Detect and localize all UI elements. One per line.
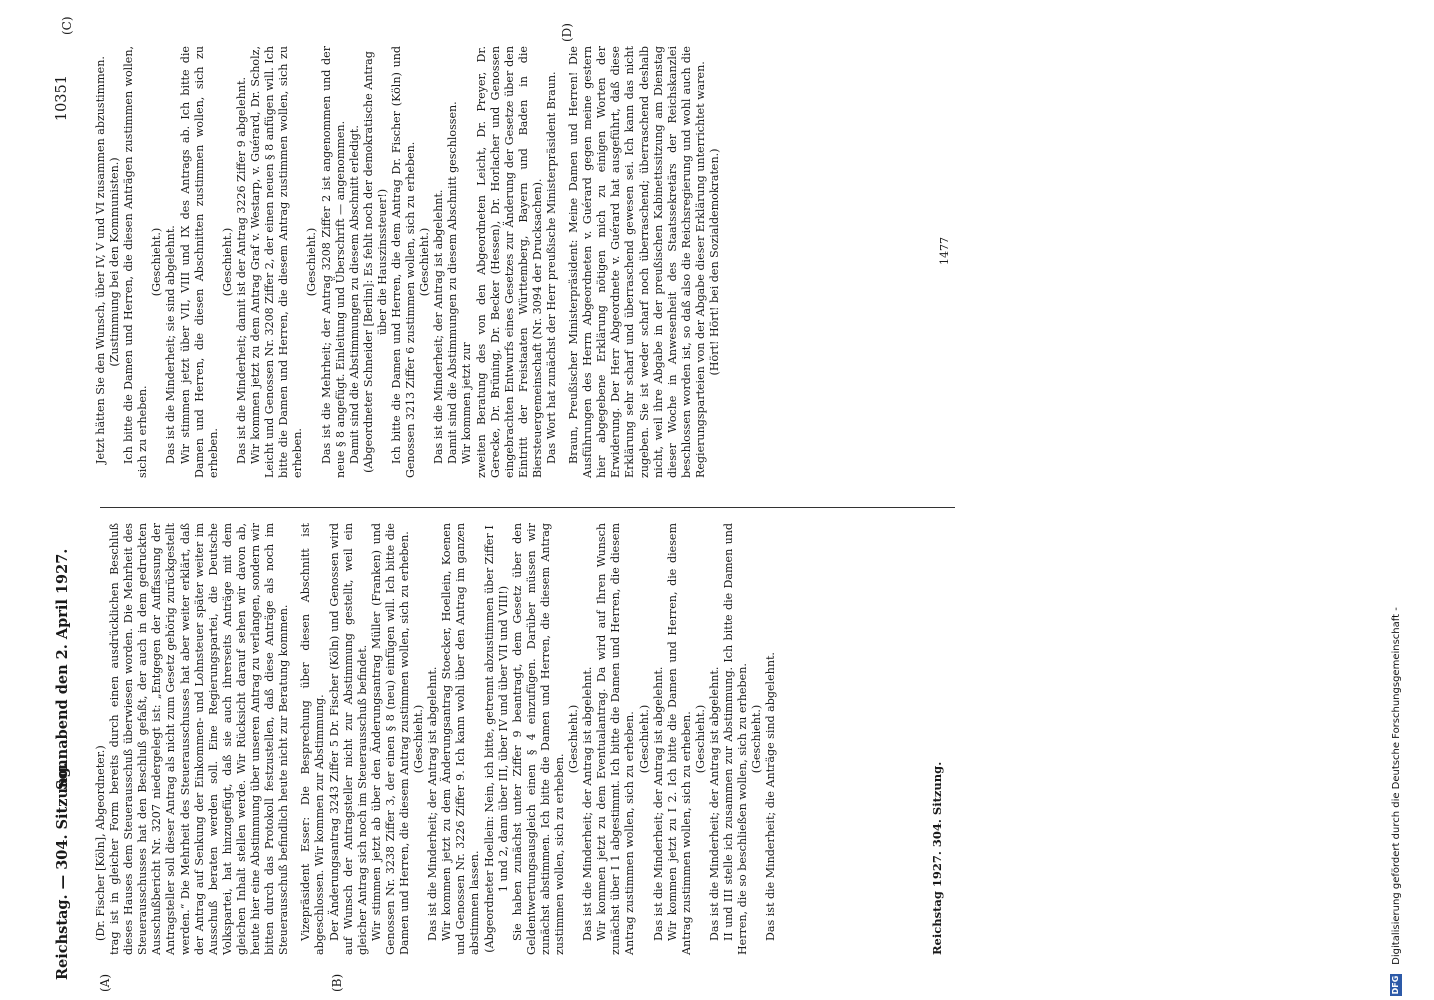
stage-direction: (Hört! Hört! bei den Sozialdemokraten.) (708, 148, 722, 376)
footer-page-number: 1477 (938, 237, 951, 265)
paragraph: (Dr. Fischer [Köln], Abgeordneter.) (94, 745, 107, 941)
stage-direction: (Geschieht.) (637, 704, 651, 774)
paragraph: Ich bitte die Damen und Herren, die dem Antrag Dr. Fischer (Köln) und Genossen 3213 Ziffer 6 zustimmen wollen, sich zu erheben. (389, 46, 418, 478)
paragraph: Damit sind die Abstimmungen zu diesem Abschnitt erledigt. (347, 125, 361, 464)
paragraph: Sie haben zunächst unter Ziffer 9 beantragt, dem Gesetz über den Geldentwertungsausgleich einen § 4 einzufügen. Darüber müssen wir zunächst abstimmen. Ich bitte die Damen und Herren, die diesem Antrag zustimmen wollen, sich zu erheben. (510, 523, 566, 955)
paragraph: trag ist in gleicher Form bereits durch einen ausdrücklichen Beschluß dieses Hauses dem Steuerausschuß überwiesen worden. Die Mehrheit des Steuerausschusses hat den Beschluß gefaßt, der auch in dem gedruckten Ausschußbericht Nr. 3207 niedergelegt ist: „Entgegen der Auffassung der Antragsteller soll dieser Antrag als nicht zum Gesetz gehörig zurückgestellt werden.“ Die Mehrheit des Steuerausschusses hat aber weiter erklärt, daß der Antrag auf Senkung der Einkommen- und Lohnsteuer später weiter im Ausschuß beraten werden soll. Eine Regierungspartei, die Deutsche Volkspartei, hat hinzugefügt, daß sie auch ihrerseits Anträge mit dem gleichen Inhalt stellen werde. Wir Rücksicht darauf sehen wir davon ab, heute hier eine Abstimmung über unseren Antrag zu verlangen, sondern wir bitten durch das Protokoll festzustellen, daß diese Anträge als noch im Steuerausschuß befindlich heute nicht zur Beratung kommen. (108, 523, 291, 955)
margin-mark-d: (D) (560, 23, 574, 42)
paragraph-gap (559, 46, 567, 478)
stage-direction: (Abgeordneter Hoellein: Nein, ich bitte, getrennt abzustimmen über Ziffer I 1 und 2, dann über III, über IV und über VII und VIII!) (482, 525, 510, 953)
stage-direction: (Zustimmung bei den Kommunisten.) (108, 157, 122, 367)
paragraph: zweiten Beratung des von den Abgeordneten Leicht, Dr. Preyer, Dr. Gerecke, Dr. Brüning, Dr. Becker (Hessen), Dr. Horlacher und Genossen eingebrachten Entwurfs eines Gesetzes zur Änderung der Gesetze über den Eintritt der Freistaaten Württemberg, Bayern und Baden in die Biersteuergemeinschaft (Nr. 3094 der Drucksachen). (474, 46, 544, 478)
header-date: Sonnabend den 2. April 1927. (54, 548, 71, 790)
stage-direction: (Geschieht.) (305, 227, 319, 297)
paragraph: II und III stelle ich zusammen zur Abstimmung. Ich bitte die Damen und Herren, die so beschließen wollen, sich zu erheben. (722, 523, 750, 955)
paragraph: Braun, Preußischer Ministerpräsident: Meine Damen und Herren! Die Ausführungen des Herrn Abgeordneten v. Guérard gegen meine gestern hier abgegebene Erklärung nötigen mich zu einigen Worten der Erwiderung. Der Herr Abgeordnete v. Guérard hat ausgeführt, daß diese Erklärung sehr scharf und überraschend gewesen sei. Ich kann das nicht zugeben. Sie ist weder scharf noch überraschend; überraschend deshalb nicht, weil ihre Abgabe in der preußischen Kabinettssitzung am Dienstag dieser Woche in Anwesenheit des Staatssekretärs der Reichskanzlei beschlossen worden ist, so daß also die Reichsregierung und wohl auch die Regierungsparteien von der Abgabe dieser Erklärung unterrichtet waren. (567, 46, 707, 478)
paragraph: Jetzt hätten Sie den Wunsch, über IV, V und VI zusammen abzustimmen. (94, 56, 107, 464)
paragraph: Wir kommen jetzt zu dem Eventualantrag. Da wird auf Ihren Wunsch zunächst über I 1 abgestimmt. Ich bitte die Damen und Herren, die diesem Antrag zustimmen wollen, sich zu erheben. (595, 523, 637, 955)
margin-mark-c: (C) (60, 16, 74, 35)
paragraph: Das Wort hat zunächst der Herr preußische Ministerpräsident Braun. (545, 71, 558, 464)
paragraph: Wir stimmen jetzt über VII, VIII und IX des Antrags ab. Ich bitte die Damen und Herren, die diesen Abschnitten zustimmen wollen, sich zu erheben. (178, 46, 220, 478)
paragraph: Wir stimmen jetzt ab über den Änderungsantrag Müller (Franken) und Genossen Nr. 3238 Ziffer 3, der einen § 8 (neu) einfügen will. Ich bitte die Damen und Herren, die diesem Antrag zustimmen wollen, sich zu erheben. (369, 523, 411, 955)
paragraph: Das ist die Minderheit; der Antrag ist abgelehnt. (651, 666, 665, 941)
dfg-logo: DFG (1391, 975, 1400, 995)
paragraph: Das ist die Minderheit; der Antrag ist abgelehnt. (581, 666, 595, 941)
paragraph: Der Änderungsantrag 3243 Ziffer 5 Dr. Fischer (Köln) und Genossen wird auf Wunsch der Antragsteller nicht zur Abstimmung gestellt, weil ein gleicher Antrag sich noch im Steuerausschuß befindet. (327, 523, 369, 955)
digitization-text: Digitalisierung gefördert durch die Deutsche Forschungsgemeinschaft - (1390, 607, 1402, 965)
paragraph: Das ist die Minderheit; der Antrag ist abgelehnt. (708, 666, 722, 941)
header-title: Reichstag. — 304. Sitzung. (54, 762, 71, 980)
stage-direction: (Geschieht.) (150, 227, 164, 297)
stage-direction: (Geschieht.) (418, 227, 432, 297)
paragraph: Das ist die Minderheit; der Antrag ist abgelehnt. (432, 189, 446, 464)
paragraph: Das ist die Minderheit; die Anträge sind abgelehnt. (764, 652, 778, 941)
right-column (94, 46, 722, 478)
paragraph: Das ist die Minderheit; sie sind abgelehnt. (164, 225, 178, 464)
stage-direction: (Geschieht.) (567, 704, 581, 774)
paragraph: Wir kommen jetzt zu dem Änderungsantrag Stoecker, Hoellein, Koenen und Genossen Nr. 3226 Ziffer 9. Ich kann wohl über den Antrag im ganzen abstimmen lassen. (440, 523, 482, 955)
paragraph: Das ist die Minderheit; damit ist der Antrag 3226 Ziffer 9 abgelehnt. (234, 77, 248, 464)
paragraph-gap (291, 523, 299, 955)
stage-direction: (Geschieht.) (412, 704, 426, 774)
page-header (48, 0, 78, 1000)
stage-direction: (Abgeordneter Schneider [Berlin]: Es fehlt noch der demokratische Antrag über die Hauszinssteuer!) (361, 51, 389, 473)
stage-direction: (Geschieht.) (220, 227, 234, 297)
column-divider (100, 507, 955, 508)
paragraph: Das ist die Minderheit; der Antrag ist abgelehnt. (426, 666, 440, 941)
page-footer: Reichstag 1927. 304. Sitzung. (930, 761, 944, 955)
margin-mark-a: (A) (98, 973, 112, 992)
margin-mark-b: (B) (330, 973, 344, 992)
paragraph: Wir kommen jetzt zu dem Antrag Graf v. Westarp, v. Guérard, Dr. Scholz, Leicht und Genossen Nr. 3208 Ziffer 2, der einen neuen § 8 anfügen will. Ich bitte die Damen und Herren, die diesem Antrag zustimmen wollen, sich zu erheben. (249, 46, 305, 478)
paragraph: Ich bitte die Damen und Herren, die diesen Anträgen zustimmen wollen, sich zu erheben. (122, 46, 150, 478)
header-page-number: 10351 (54, 75, 70, 122)
left-column (94, 523, 779, 955)
paragraph: Damit sind die Abstimmungen zu diesem Abschnitt geschlossen. (446, 101, 460, 464)
stage-direction: (Geschieht.) (693, 704, 707, 774)
paragraph: Wir kommen jetzt zur (460, 342, 474, 464)
paragraph: Das ist die Mehrheit; der Antrag 3208 Ziffer 2 ist angenommen und der neue § 8 angefügt. Einleitung und Überschrift — angenommen. (319, 46, 347, 478)
paragraph: Wir kommen jetzt zu I 2. Ich bitte die Damen und Herren, die diesem Antrag zustimmen wollen, sich zu erheben. (665, 523, 693, 955)
stage-direction: (Geschieht.) (750, 704, 764, 774)
paragraph: Vizepräsident Esser: Die Besprechung über diesen Abschnitt ist abgeschlossen. Wir kommen zur Abstimmung. (299, 523, 327, 955)
digitization-note (1390, 0, 1420, 1000)
